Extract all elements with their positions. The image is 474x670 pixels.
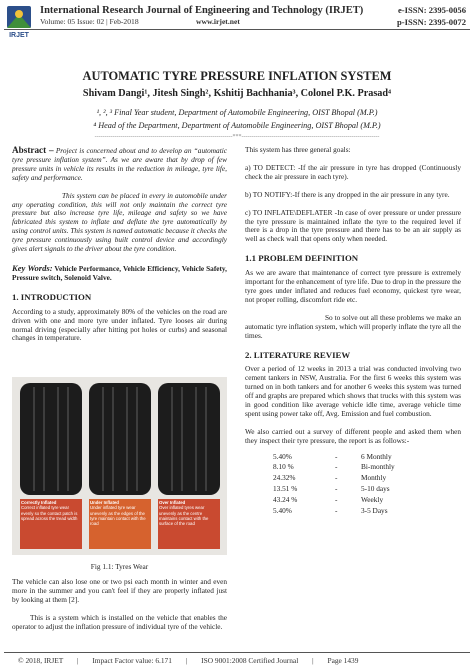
survey-pct: 5.40%: [273, 451, 292, 461]
survey-freq: Bi-monthly: [361, 462, 395, 472]
survey-dash: -: [335, 462, 338, 472]
tyre2-label: [89, 499, 151, 527]
survey-pct: 13.51 %: [273, 484, 298, 494]
survey-pct: 43.24 %: [273, 494, 298, 504]
paper-title: AUTOMATIC TYRE PRESSURE INFLATION SYSTEM: [82, 69, 392, 83]
survey-freq: 6 Monthly: [361, 451, 392, 461]
tyre3-text: Over inflated tyres wear unevenly as the centre maintains contact with the surface of the road: [159, 505, 209, 527]
survey-freq: Weekly: [361, 494, 384, 504]
survey-row: [273, 484, 431, 495]
survey-dash: -: [335, 494, 338, 504]
survey-pct: 8.10 %: [273, 462, 294, 472]
tyre-correct: [20, 383, 82, 495]
abstract-p2: This system can be placed in every in automobile under any operating condition, this will not only maintain the correct tyre pressure but also increase tyre life, mileage and safety so we have fabricated this system to inflate and deflate the tyre automatically by using control units. This system is named automatic because it checks the tyre pressure continuously using built control device and accordingly gives alert signals to the driver about the tyre condition.: [12, 190, 227, 254]
survey-freq: 3-5 Days: [361, 505, 388, 515]
figure-caption: Fig 1.1: Tyres Wear: [90, 562, 149, 571]
survey-row: [273, 495, 431, 506]
problem-heading: 1.1 PROBLEM DEFINITION: [245, 253, 359, 264]
journal-title: International Research Journal of Engineering and Technology (IRJET): [40, 5, 364, 16]
footer-rule: [4, 652, 470, 653]
survey-dash: -: [335, 451, 338, 461]
intro-p2: The vehicle can also lose one or two psi each month in winter and even more in the summer and you can't feel if they are properly inflated just by looking at them [2].: [12, 577, 227, 604]
survey-dash: -: [335, 484, 338, 494]
survey-dash: -: [335, 505, 338, 515]
keywords: [12, 264, 227, 283]
lit-heading: 2. LITERATURE REVIEW: [245, 349, 351, 360]
lit-p1: Over a period of 12 weeks in 2013 a trial was conducted involving two cement tankers in NSW, Australia. For the first 6 weeks this system was turned on in both tankers and for another 6 weeks this system was turned off and graphs are prepared which shows that trucks with this system was in good condition like average vehicle idle time, average vehicle time spent using power take off, Avg. Emission and fuel combustion.: [245, 364, 461, 418]
journal-logo: [4, 4, 34, 42]
survey-row: [273, 473, 431, 484]
logo-text: IRJET: [9, 32, 29, 39]
goals-intro: This system has three general goals:: [245, 145, 351, 154]
eissn: e-ISSN: 2395-0056: [397, 5, 466, 15]
survey-pct: 5.40%: [273, 505, 292, 515]
intro-heading: 1. INTRODUCTION: [12, 291, 92, 302]
survey-dash: -: [335, 473, 338, 483]
survey-row: [273, 462, 431, 473]
header-rule: [4, 29, 470, 30]
right-column: [245, 146, 461, 516]
tyre3-label: [158, 499, 220, 527]
left-column-bottom: [12, 578, 227, 632]
footer-page: Page 1439: [327, 656, 359, 665]
footer-sep-3: |: [312, 656, 314, 665]
footer: [18, 656, 358, 665]
tyre2-title: Under Inflated: [90, 500, 119, 505]
footer-iso: ISO 9001:2008 Certified Journal: [201, 656, 299, 665]
survey-table: [273, 452, 431, 517]
tyre-wear-figure: [12, 377, 227, 555]
intro-p3: This is a system which is installed on the vehicle that enables the operator to adjust the inflation pressure of individual tyre of the vehicle.: [12, 612, 227, 631]
journal-website: www.irjet.net: [196, 17, 240, 26]
tyre-under: [89, 383, 151, 495]
problem-p1: As we are aware that maintenance of correct tyre pressure is extremely important for the enhancement of tyre life. Due to drop in the pressure the tyre goes under inflated and reduces fuel economy, quickest tyre wear, not proper rolling, discomfort ride etc.: [245, 268, 461, 304]
abstract-p1: [12, 146, 227, 183]
tyre2-text: Under inflated tyre wear unevenly as the edges of the tyre maintain contact with the road: [90, 505, 146, 527]
pissn: p-ISSN: 2395-0072: [397, 17, 466, 27]
journal-volume: Volume: 05 Issue: 02 | Feb-2018: [40, 17, 139, 26]
tyre1-label: [20, 499, 82, 522]
footer-impact: Impact Factor value: 6.171: [92, 656, 172, 665]
affiliation-2: ⁴ Head of the Department, Department of Automobile Engineering, OIST Bhopal (M.P.): [93, 121, 381, 130]
survey-freq: Monthly: [361, 473, 387, 483]
survey-row: [273, 506, 431, 517]
intro-p1: According to a study, approximately 80% of the vehicles on the road are driven with one and more tyre under inflated. Tyre looses air during normal driving (especially after hitting pot holes or curbs) and seasonal changes in temperature.: [12, 306, 227, 343]
section-divider: ---------------------------------------------------------------------***---------------------------------------------------------------------: [94, 134, 380, 140]
tyre1-title: Correctly Inflated: [21, 500, 57, 505]
keywords-text: Vehicle Performance, Vehicle Efficiency, Vehicle Safety, Pressure switch, Solenoid Valve.: [12, 263, 227, 282]
keywords-label: Key Words:: [12, 262, 53, 273]
goal-b: [245, 191, 461, 200]
tyre3-title: Over Inflated: [159, 500, 186, 505]
footer-copyright: © 2018, IRJET: [18, 656, 64, 665]
survey-freq: 5-10 days: [361, 484, 390, 494]
tyre-over: [158, 383, 220, 495]
goal-b-text: -If there is any dropped in the air pressure in any tyre.: [292, 189, 450, 199]
problem-p2: So to solve out all these problems we make an automatic tyre inflation system, which will properly inflate the tyre all the times.: [245, 312, 462, 340]
footer-sep-2: |: [185, 656, 188, 665]
left-column: [12, 146, 227, 343]
lit-p2: We also carried out a survey of different people and asked them when they inspect their tyre pressure, the report is as follows:-: [245, 426, 461, 445]
abstract-label: Abstract –: [12, 145, 54, 155]
footer-sep-1: |: [76, 656, 79, 665]
paper-authors: Shivam Dangi¹, Jitesh Singh², Kshitij Bachhania³, Colonel P.K. Prasad⁴: [82, 88, 392, 99]
goal-a: a) TO DETECT: -If the air pressure in tyre has dropped (Continuously check the air pressure in each tyre).: [245, 162, 461, 181]
tyre1-text: Correct inflated tyre wear evenly so the contact patch is spread across the tread width: [21, 505, 78, 521]
survey-pct: 24.32%: [273, 473, 296, 483]
affiliation-1: ¹, ², ³ Final Year student, Department of Automobile Engineering, OIST Bhopal (M.P.): [96, 108, 378, 117]
abstract-text-1: Project is concerned about and to develop an “automatic tyre pressure inflation system”. As we are aware that by drop of few pressure units in vehicle its results in the reduction in mileage, tyre life, safety and performance.: [12, 146, 227, 182]
goal-b-label: b) TO NOTIFY:: [245, 189, 293, 199]
survey-row: [273, 452, 431, 463]
goal-c: c) TO INFLATE\DEFLATER -In case of over pressure or under pressure the tyre pressure is maintained inflate the tyre to the required level if there is a drop in the tyre pressure and there has to be an air supply as well as check wall that opens only when needed.: [245, 207, 461, 244]
